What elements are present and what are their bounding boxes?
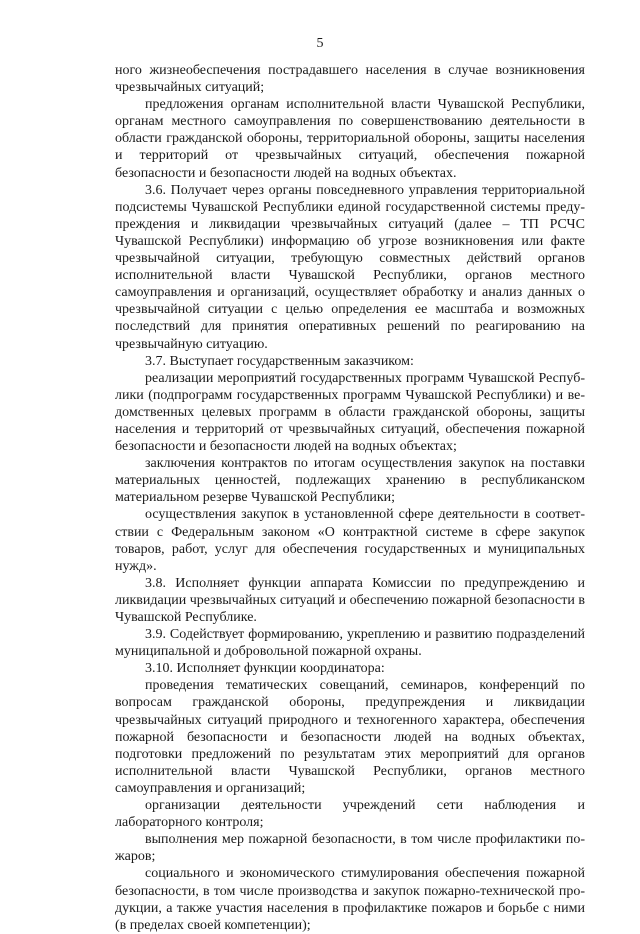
paragraph-3-10-item-3: выполнения мер пожарной безопасности, в том числе профилактики пожаров; <box>115 832 585 865</box>
paragraph-3-10-item-1: проведения тематических совещаний, семинаров, конференций по вопросам гражданской обороны, предупреждения и ликвидации чрезвычайных ситуаций природного и техногенного характера, обеспечения пожарной безопасности и безопасности людей на водных объектах, подготовки предложений по результатам этих мероприятий для органов исполнительной власти Чувашской Республики, органов местного самоуправления и организаций; <box>115 678 585 796</box>
paragraph-3-10-item-2: организации деятельности учреждений сети наблюдения и лабораторного контроля; <box>115 798 585 831</box>
paragraph-3-8: 3.8. Исполняет функции аппарата Комиссии по предупреждению и ликвидации чрезвычайных ситуаций и обеспечению пожарной безопасности в Чувашской Республике. <box>115 575 585 625</box>
page-number: 5 <box>316 36 324 51</box>
paragraph-3-10-item-4: социального и экономического стимулирования обеспечения пожарной безопасности, в том числе производства и закупок пожарно-технической продукции, а также участия населения в профилактике пожаров и борьбе с ними (в пределах своей компетенции); <box>115 866 585 933</box>
paragraph-proposals: предложения органам исполнительной власти Чувашской Республики, органам местного самоуправления по совершенствованию деятельности в области гражданской обороны, территориальной обороны, защиты населения и территорий от чрезвычайных ситуаций, обеспечения пожарной безопасности и безопасности людей на водных объектах. <box>115 97 585 181</box>
paragraph-3-9: 3.9. Содействует формированию, укреплению и развитию подразделений муниципальной и добровольной пожарной охраны. <box>115 627 585 660</box>
paragraph-3-7-item-3: осуществления закупок в установленной сфере деятельности в соответствии с Федеральным законом «О контрактной системе в сфере закупок товаров, работ, услуг для обеспечения государственных и муниципальных нужд». <box>115 507 585 574</box>
paragraph-3-7: 3.7. Выступает государственным заказчиком: <box>145 353 414 369</box>
paragraph-continued: ного жизнеобеспечения пострадавшего населения в случае возникновения чрезвычайных ситуаций; <box>115 63 585 96</box>
paragraph-3-7-item-2: заключения контрактов по итогам осуществления закупок на поставки материальных ценностей, подлежащих хранению в республиканском материальном резерве Чувашской Республики; <box>115 456 585 506</box>
paragraph-3-10: 3.10. Исполняет функции координатора: <box>145 661 385 677</box>
paragraph-3-6: 3.6. Получает через органы повседневного управления территориальной подсистемы Чувашской Республики единой государственной системы предупреждения и ликвидации чрезвычайных ситуаций (далее – ТП РСЧС Чувашской Республики) информацию об угрозе возникновения или факте чрезвычайной ситуации, требующую совместных действий органов исполнительной власти Чувашской Республики, органов местного самоуправления и организаций, осуществляет обработку и анализ данных о чрезвычайной ситуации с целью определения ее масштаба и возможных последствий для принятия оперативных решений по реагированию на чрезвычайную ситуацию. <box>115 182 585 352</box>
document-body <box>115 62 585 934</box>
paragraph-3-7-item-1: реализации мероприятий государственных программ Чувашской Республики (подпрограмм государственных программ Чувашской Республики) и ведомственных целевых программ в области гражданской обороны, защиты населения и территорий от чрезвычайных ситуаций, обеспечения пожарной безопасности и безопасности людей на водных объектах; <box>115 370 585 455</box>
